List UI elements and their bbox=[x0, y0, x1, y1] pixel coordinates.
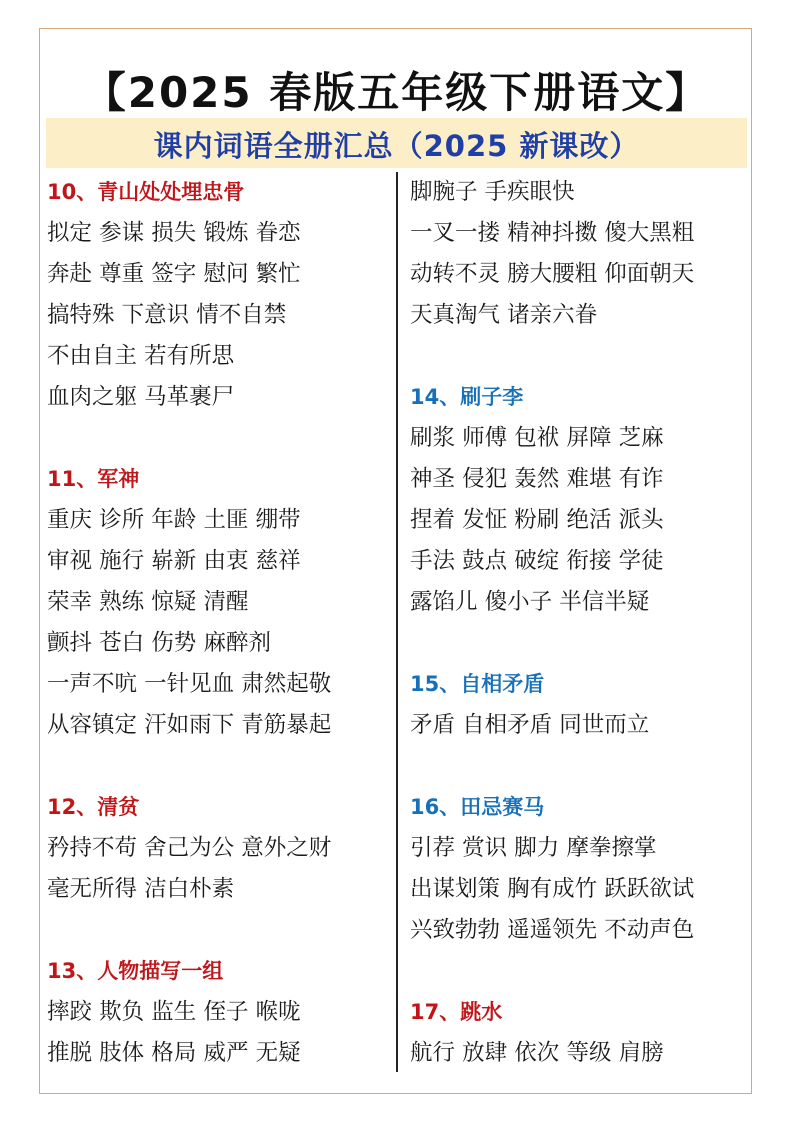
word-line: 出谋划策 胸有成竹 跃跃欲试 bbox=[410, 876, 695, 902]
word-line: 审视 施行 崭新 由衷 慈祥 bbox=[47, 548, 301, 574]
word-line: 兴致勃勃 遥遥领先 不动声色 bbox=[410, 917, 695, 943]
section-heading: 13、人物描写一组 bbox=[47, 959, 224, 983]
section-heading: 14、刷子李 bbox=[410, 385, 524, 409]
section-16 bbox=[410, 787, 745, 951]
word-line: 捏着 发怔 粉刷 绝活 派头 bbox=[410, 507, 664, 533]
column-divider bbox=[396, 172, 398, 1072]
section-heading: 17、跳水 bbox=[410, 1000, 503, 1024]
section-11 bbox=[47, 459, 392, 746]
word-line: 矜持不苟 舍己为公 意外之财 bbox=[47, 835, 332, 861]
section-15 bbox=[410, 664, 745, 746]
word-line: 不由自主 若有所思 bbox=[47, 343, 235, 369]
spacer bbox=[47, 910, 392, 951]
section-heading: 12、清贫 bbox=[47, 795, 140, 819]
word-line: 露馅儿 傻小子 半信半疑 bbox=[410, 589, 650, 615]
spacer bbox=[410, 623, 745, 664]
word-line: 血肉之躯 马革裹尸 bbox=[47, 384, 235, 410]
section-10 bbox=[47, 172, 392, 418]
section-heading: 15、自相矛盾 bbox=[410, 672, 545, 696]
spacer bbox=[47, 418, 392, 459]
section-12 bbox=[47, 787, 392, 910]
section-heading: 11、军神 bbox=[47, 467, 140, 491]
section-13 bbox=[47, 951, 392, 1074]
word-line: 荣幸 熟练 惊疑 清醒 bbox=[47, 589, 249, 615]
section-13-continued bbox=[410, 172, 745, 336]
word-line: 矛盾 自相矛盾 同世而立 bbox=[410, 712, 650, 738]
word-line: 天真淘气 诸亲六眷 bbox=[410, 302, 598, 328]
word-line: 神圣 侵犯 轰然 难堪 有诈 bbox=[410, 466, 664, 492]
spacer bbox=[410, 336, 745, 377]
left-column bbox=[47, 172, 392, 1074]
section-heading: 10、青山处处埋忠骨 bbox=[47, 180, 245, 204]
word-line: 一叉一搂 精神抖擞 傻大黑粗 bbox=[410, 220, 695, 246]
word-line: 动转不灵 膀大腰粗 仰面朝天 bbox=[410, 261, 695, 287]
word-line: 颤抖 苍白 伤势 麻醉剂 bbox=[47, 630, 271, 656]
section-17 bbox=[410, 992, 745, 1074]
word-line: 摔跤 欺负 监生 侄子 喉咙 bbox=[47, 999, 301, 1025]
spacer bbox=[410, 951, 745, 992]
word-line: 搞特殊 下意识 情不自禁 bbox=[47, 302, 287, 328]
word-line: 一声不吭 一针见血 肃然起敬 bbox=[47, 671, 332, 697]
word-line: 脚腕子 手疾眼快 bbox=[410, 179, 575, 205]
word-line: 引荐 赏识 脚力 摩拳擦掌 bbox=[410, 835, 657, 861]
right-column bbox=[410, 172, 745, 1074]
page-title: 【2025 春版五年级下册语文】 bbox=[83, 68, 710, 117]
spacer bbox=[47, 746, 392, 787]
word-line: 从容镇定 汗如雨下 青筋暴起 bbox=[47, 712, 332, 738]
word-line: 重庆 诊所 年龄 土匪 绷带 bbox=[47, 507, 301, 533]
word-line: 推脱 肢体 格局 威严 无疑 bbox=[47, 1040, 301, 1066]
section-14 bbox=[410, 377, 745, 623]
page-subtitle: 课内词语全册汇总（2025 新课改） bbox=[153, 129, 640, 163]
spacer bbox=[410, 746, 745, 787]
word-line: 航行 放肆 依次 等级 肩膀 bbox=[410, 1040, 664, 1066]
word-line: 手法 鼓点 破绽 衔接 学徒 bbox=[410, 548, 664, 574]
section-heading: 16、田忌赛马 bbox=[410, 795, 545, 819]
word-line: 刷浆 师傅 包袱 屏障 芝麻 bbox=[410, 425, 664, 451]
word-line: 拟定 参谋 损失 锻炼 眷恋 bbox=[47, 220, 301, 246]
word-line: 毫无所得 洁白朴素 bbox=[47, 876, 235, 902]
word-line: 奔赴 尊重 签字 慰问 繁忙 bbox=[47, 261, 301, 287]
